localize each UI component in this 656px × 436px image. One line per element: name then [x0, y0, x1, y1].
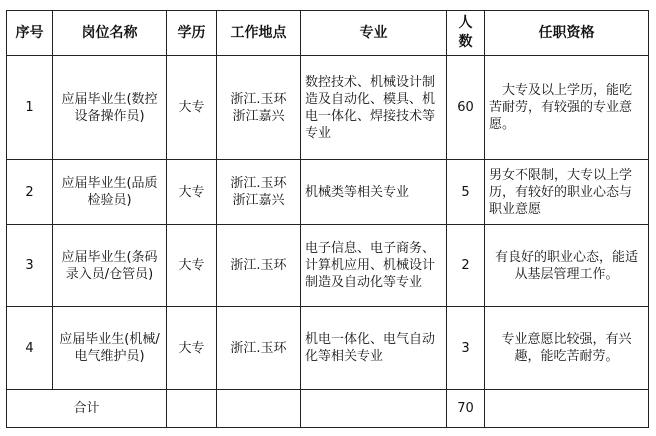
total-count: 70: [447, 390, 485, 428]
cell-qualification: [485, 307, 649, 390]
header-count-line1: 人: [458, 15, 473, 31]
cell-location: [217, 225, 301, 307]
cell-education: 大专: [167, 225, 217, 307]
location-line2: 浙江嘉兴: [232, 193, 285, 208]
recruitment-table: [6, 10, 649, 428]
cell-location: [217, 56, 301, 160]
total-row: [7, 390, 649, 428]
cell-count: 3: [447, 307, 485, 390]
major-text: 机械类等相关专业: [305, 184, 410, 200]
cell-position: [53, 160, 167, 225]
location-line2: 浙江嘉兴: [232, 108, 285, 124]
total-empty-education: [167, 390, 217, 428]
cell-count: 5: [447, 160, 485, 225]
header-count-line2: 数: [458, 34, 473, 50]
qualification-text: 男女不限制，大专以上学历，有较好的职业心态与职业意愿: [489, 167, 633, 217]
header-qualification: 任职资格: [485, 11, 649, 56]
header-education: 学历: [167, 11, 217, 56]
location-line1: 浙江.玉环: [230, 91, 287, 107]
header-row: [7, 11, 649, 56]
table-row: [7, 307, 649, 390]
cell-qualification: [485, 160, 649, 225]
cell-seq: 1: [7, 56, 53, 160]
cell-major: [301, 225, 447, 307]
cell-qualification: [485, 56, 649, 160]
table-row: [7, 160, 649, 225]
cell-major: [301, 307, 447, 390]
cell-education: 大专: [167, 160, 217, 225]
qualification-text: 有良好的职业心态，能适从基层管理工作。: [494, 249, 638, 282]
cell-major: [301, 160, 447, 225]
header-location: 工作地点: [217, 11, 301, 56]
position-text: 应届毕业生(数控设备操作员): [61, 91, 158, 124]
qualification-text: 大专及以上学历，能吃苦耐劳，有较强的专业意愿。: [489, 83, 633, 132]
cell-location: [217, 307, 301, 390]
cell-seq: 3: [7, 225, 53, 307]
location-line1: 浙江.玉环: [230, 258, 287, 273]
cell-major: [301, 56, 447, 160]
location-line1: 浙江.玉环: [230, 176, 287, 191]
location-line1: 浙江.玉环: [230, 340, 287, 356]
cell-qualification: [485, 225, 649, 307]
total-empty-qualification: [485, 390, 649, 428]
total-empty-location: [217, 390, 301, 428]
cell-count: 2: [447, 225, 485, 307]
major-text: 数控技术、机械设计制造及自动化、模具、机电一体化、焊接技术等专业: [305, 74, 436, 141]
cell-location: [217, 160, 301, 225]
qualification-text: 专业意愿比较强，有兴趣，能吃苦耐劳。: [501, 332, 632, 364]
header-position: 岗位名称: [53, 11, 167, 56]
cell-position: [53, 56, 167, 160]
major-text: 电子信息、电子商务、计算机应用、机械设计制造及自动化等专业: [305, 241, 436, 290]
cell-education: 大专: [167, 307, 217, 390]
table-row: [7, 225, 649, 307]
header-major: 专业: [301, 11, 447, 56]
cell-position: [53, 307, 167, 390]
cell-seq: 2: [7, 160, 53, 225]
position-text: 应届毕业生(条码录入员/仓管员): [61, 249, 158, 282]
header-count: [447, 11, 485, 56]
total-empty-major: [301, 390, 447, 428]
header-seq: 序号: [7, 11, 53, 56]
total-label: 合计: [7, 390, 167, 428]
table-row: [7, 56, 649, 160]
cell-seq: 4: [7, 307, 53, 390]
position-text: 应届毕业生(品质检验员): [61, 176, 158, 208]
cell-count: 60: [447, 56, 485, 160]
position-text: 应届毕业生(机械/电气维护员): [59, 332, 160, 364]
cell-education: 大专: [167, 56, 217, 160]
major-text: 机电一体化、电气自动化等相关专业: [305, 332, 436, 364]
cell-position: [53, 225, 167, 307]
